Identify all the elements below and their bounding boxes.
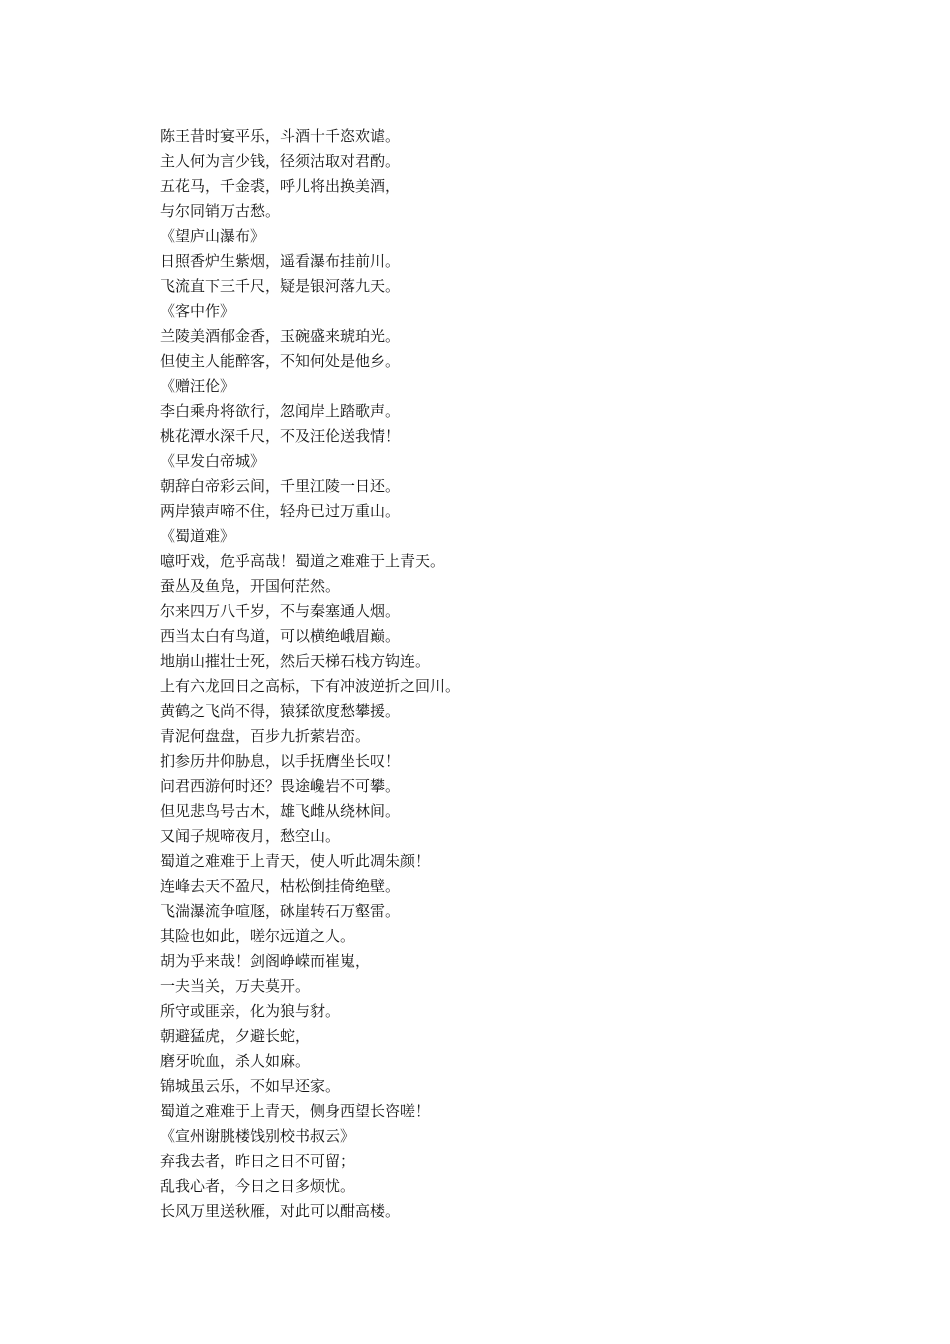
poem-title: 《望庐山瀑布》: [160, 227, 266, 245]
verse-line: 蚕丛及鱼凫，开国何茫然。: [160, 577, 341, 595]
verse-line: 磨牙吮血，杀人如麻。: [160, 1052, 311, 1070]
verse-line: 又闻子规啼夜月，愁空山。: [160, 827, 341, 845]
verse-line: 兰陵美酒郁金香，玉碗盛来琥珀光。: [160, 327, 401, 345]
verse-line: 乱我心者，今日之日多烦忧。: [160, 1177, 356, 1195]
verse-line: 两岸猿声啼不住，轻舟已过万重山。: [160, 502, 401, 520]
poem-title: 《赠汪伦》: [160, 377, 236, 395]
verse-line: 五花马，千金裘，呼儿将出换美酒，: [160, 177, 401, 195]
verse-line: 李白乘舟将欲行，忽闻岸上踏歌声。: [160, 402, 401, 420]
verse-line: 飞流直下三千尺，疑是银河落九天。: [160, 277, 401, 295]
verse-line: 扪参历井仰胁息，以手抚膺坐长叹！: [160, 752, 401, 770]
verse-line: 日照香炉生紫烟，遥看瀑布挂前川。: [160, 252, 401, 270]
verse-line: 朝避猛虎，夕避长蛇，: [160, 1027, 311, 1045]
poem-title: 《客中作》: [160, 302, 236, 320]
verse-line: 胡为乎来哉！剑阁峥嵘而崔嵬，: [160, 952, 371, 970]
verse-line: 青泥何盘盘，百步九折萦岩峦。: [160, 727, 371, 745]
verse-line: 陈王昔时宴平乐，斗酒十千恣欢谑。: [160, 127, 401, 145]
verse-line: 其险也如此，嗟尔远道之人。: [160, 927, 356, 945]
poem-title: 《宣州谢朓楼饯别校书叔云》: [160, 1127, 356, 1145]
verse-line: 长风万里送秋雁，对此可以酣高楼。: [160, 1202, 401, 1220]
verse-line: 但使主人能醉客，不知何处是他乡。: [160, 352, 401, 370]
poem-text-body: [160, 124, 920, 1224]
verse-line: 弃我去者，昨日之日不可留；: [160, 1152, 356, 1170]
verse-line: 朝辞白帝彩云间，千里江陵一日还。: [160, 477, 401, 495]
verse-line: 主人何为言少钱，径须沽取对君酌。: [160, 152, 401, 170]
verse-line: 噫吁戏，危乎高哉！蜀道之难难于上青天。: [160, 552, 446, 570]
verse-line: 所守或匪亲，化为狼与豺。: [160, 1002, 341, 1020]
verse-line: 与尔同销万古愁。: [160, 202, 281, 220]
poem-title: 《早发白帝城》: [160, 452, 266, 470]
verse-line: 飞湍瀑流争喧豗，砯崖转石万壑雷。: [160, 902, 401, 920]
verse-line: 上有六龙回日之高标，下有冲波逆折之回川。: [160, 677, 461, 695]
poem-title: 《蜀道难》: [160, 527, 236, 545]
verse-line: 桃花潭水深千尺，不及汪伦送我情！: [160, 427, 401, 445]
verse-line: 连峰去天不盈尺，枯松倒挂倚绝壁。: [160, 877, 401, 895]
verse-line: 一夫当关，万夫莫开。: [160, 977, 311, 995]
verse-line: 西当太白有鸟道，可以横绝峨眉巅。: [160, 627, 401, 645]
verse-line: 黄鹤之飞尚不得，猿猱欲度愁攀援。: [160, 702, 401, 720]
verse-line: 但见悲鸟号古木，雄飞雌从绕林间。: [160, 802, 401, 820]
verse-line: 蜀道之难难于上青天，使人听此凋朱颜！: [160, 852, 431, 870]
verse-line: 地崩山摧壮士死，然后天梯石栈方钩连。: [160, 652, 431, 670]
verse-line: 蜀道之难难于上青天，侧身西望长咨嗟！: [160, 1102, 431, 1120]
verse-line: 问君西游何时还？畏途巉岩不可攀。: [160, 777, 401, 795]
verse-line: 锦城虽云乐，不如早还家。: [160, 1077, 341, 1095]
verse-line: 尔来四万八千岁，不与秦塞通人烟。: [160, 602, 401, 620]
